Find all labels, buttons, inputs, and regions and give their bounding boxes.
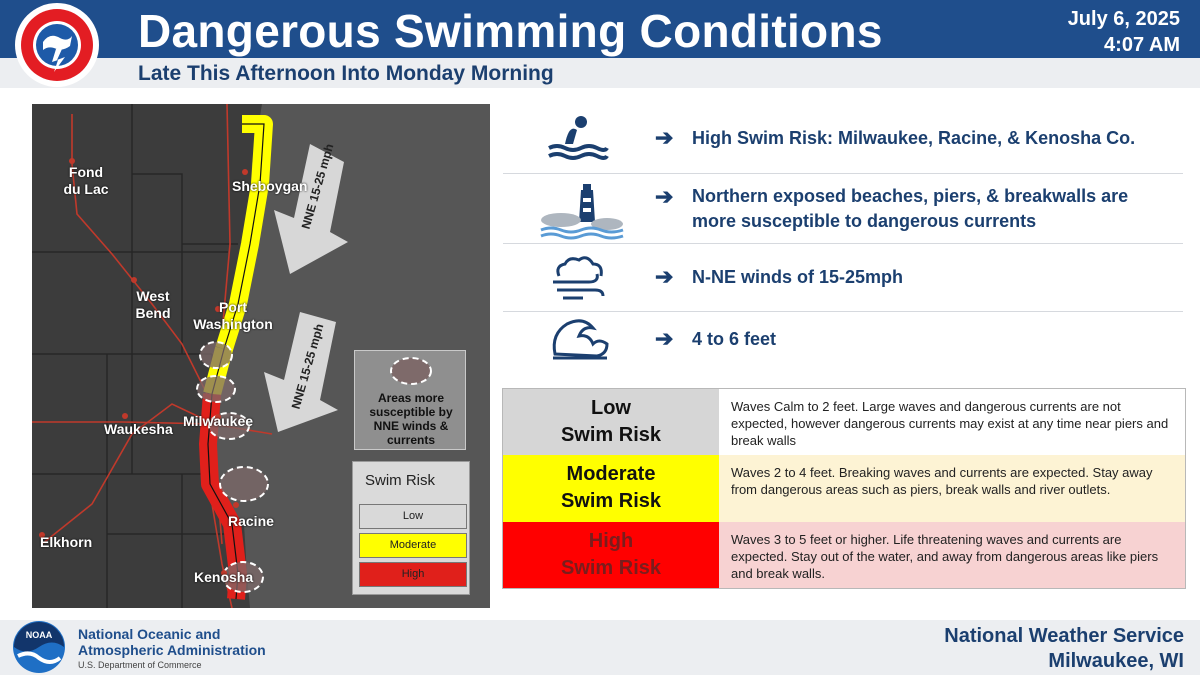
swim-risk-key-title: Swim Risk (365, 472, 435, 489)
info-text-swim-risk: High Swim Risk: Milwaukee, Racine, & Kenosha Co. (692, 128, 1136, 148)
swim-risk-table (502, 388, 1186, 589)
wave-icon (549, 314, 611, 362)
risk-label-moderate-line2: Swim Risk (560, 490, 662, 512)
lighthouse-pier-icon (537, 176, 627, 240)
nws-logo (10, 2, 104, 88)
risk-row-high (503, 522, 1185, 588)
arrow-icon: ➔ (655, 125, 674, 150)
risk-row-low (503, 389, 1185, 455)
risk-label-high-line1: High (588, 530, 634, 552)
key-high: High (359, 562, 467, 587)
risk-label-low (503, 389, 719, 455)
info-text-winds: N-NE winds of 15-25mph (692, 267, 904, 287)
risk-desc-high: Waves 3 to 5 feet or higher. Life threatening waves and currents are expected. Stay out of the water, and away from dangerous areas like piers and break walls. (719, 522, 1185, 588)
city-fond-du-lac: Fond du Lac (63, 164, 109, 197)
city-sheboygan: Sheboygan (232, 178, 308, 194)
susceptible-areas-legend (354, 350, 466, 450)
risk-label-low-line2: Swim Risk (560, 424, 662, 446)
issue-time: 4:07 AM (1104, 34, 1180, 56)
office-line2: Milwaukee, WI (1048, 650, 1184, 672)
arrow-icon: ➔ (655, 326, 674, 351)
city-racine: Racine (228, 513, 274, 529)
susceptible-areas-legend-text: Areas more susceptible by NNE winds & currents (369, 391, 453, 447)
risk-label-low-line1: Low (591, 397, 631, 419)
info-row-beaches (503, 174, 1183, 244)
city-kenosha: Kenosha (194, 569, 254, 585)
noaa-logo-text: NOAA (25, 630, 53, 640)
issue-date: July 6, 2025 (1067, 8, 1180, 30)
info-text-beaches-content: Northern exposed beaches, piers, & breakwalls are more susceptible to dangerous currents (692, 186, 1129, 231)
wind-icon (549, 254, 609, 302)
susceptible-area-swatch (355, 351, 467, 391)
wind-label-north: NNE 15-25 mph (298, 142, 337, 231)
city-elkhorn: Elkhorn (40, 534, 93, 550)
noaa-dept: U.S. Department of Commerce (78, 660, 202, 670)
risk-label-high (503, 522, 719, 588)
noaa-logo (12, 620, 66, 674)
city-waukesha: Waukesha (104, 421, 173, 437)
noaa-name-line1: National Oceanic and (78, 626, 221, 642)
risk-desc-moderate: Waves 2 to 4 feet. Breaking waves and currents are expected. Stay away from dangerous areas such as piers, break walls and river outlets. (719, 455, 1185, 522)
risk-label-moderate (503, 455, 719, 522)
page-title: Dangerous Swimming Conditions (138, 5, 883, 57)
issue-date-time (1068, 6, 1180, 58)
arrow-icon: ➔ (655, 264, 674, 289)
noaa-name-line2: Atmospheric Administration (78, 642, 266, 658)
swimmer-icon (543, 114, 611, 164)
info-text-beaches (692, 184, 1162, 234)
city-port-washington: Port Washington (193, 299, 273, 332)
risk-desc-low: Waves Calm to 2 feet. Large waves and dangerous currents are not expected, however dangerous currents may exist at any time near piers and break walls (719, 389, 1185, 455)
wind-label-south: NNE 15-25 mph (288, 322, 327, 411)
swim-risk-key (352, 461, 470, 595)
office-line1: National Weather Service (944, 625, 1184, 647)
info-row-waves (503, 312, 1183, 368)
city-west-bend: West Bend (135, 288, 171, 321)
city-milwaukee: Milwaukee (183, 413, 254, 429)
noaa-name (78, 626, 266, 658)
info-row-swim-risk (503, 104, 1183, 174)
risk-label-high-line2: Swim Risk (560, 557, 662, 579)
office-name (944, 624, 1184, 674)
arrow-icon: ➔ (655, 184, 674, 209)
risk-label-moderate-line1: Moderate (566, 463, 656, 485)
page-subtitle: Late This Afternoon Into Monday Morning (138, 62, 554, 85)
risk-row-moderate (503, 455, 1185, 522)
info-row-winds (503, 244, 1183, 312)
swim-risk-map (32, 104, 490, 608)
info-text-waves: 4 to 6 feet (692, 329, 777, 349)
key-moderate: Moderate (359, 533, 467, 558)
key-low: Low (359, 504, 467, 529)
